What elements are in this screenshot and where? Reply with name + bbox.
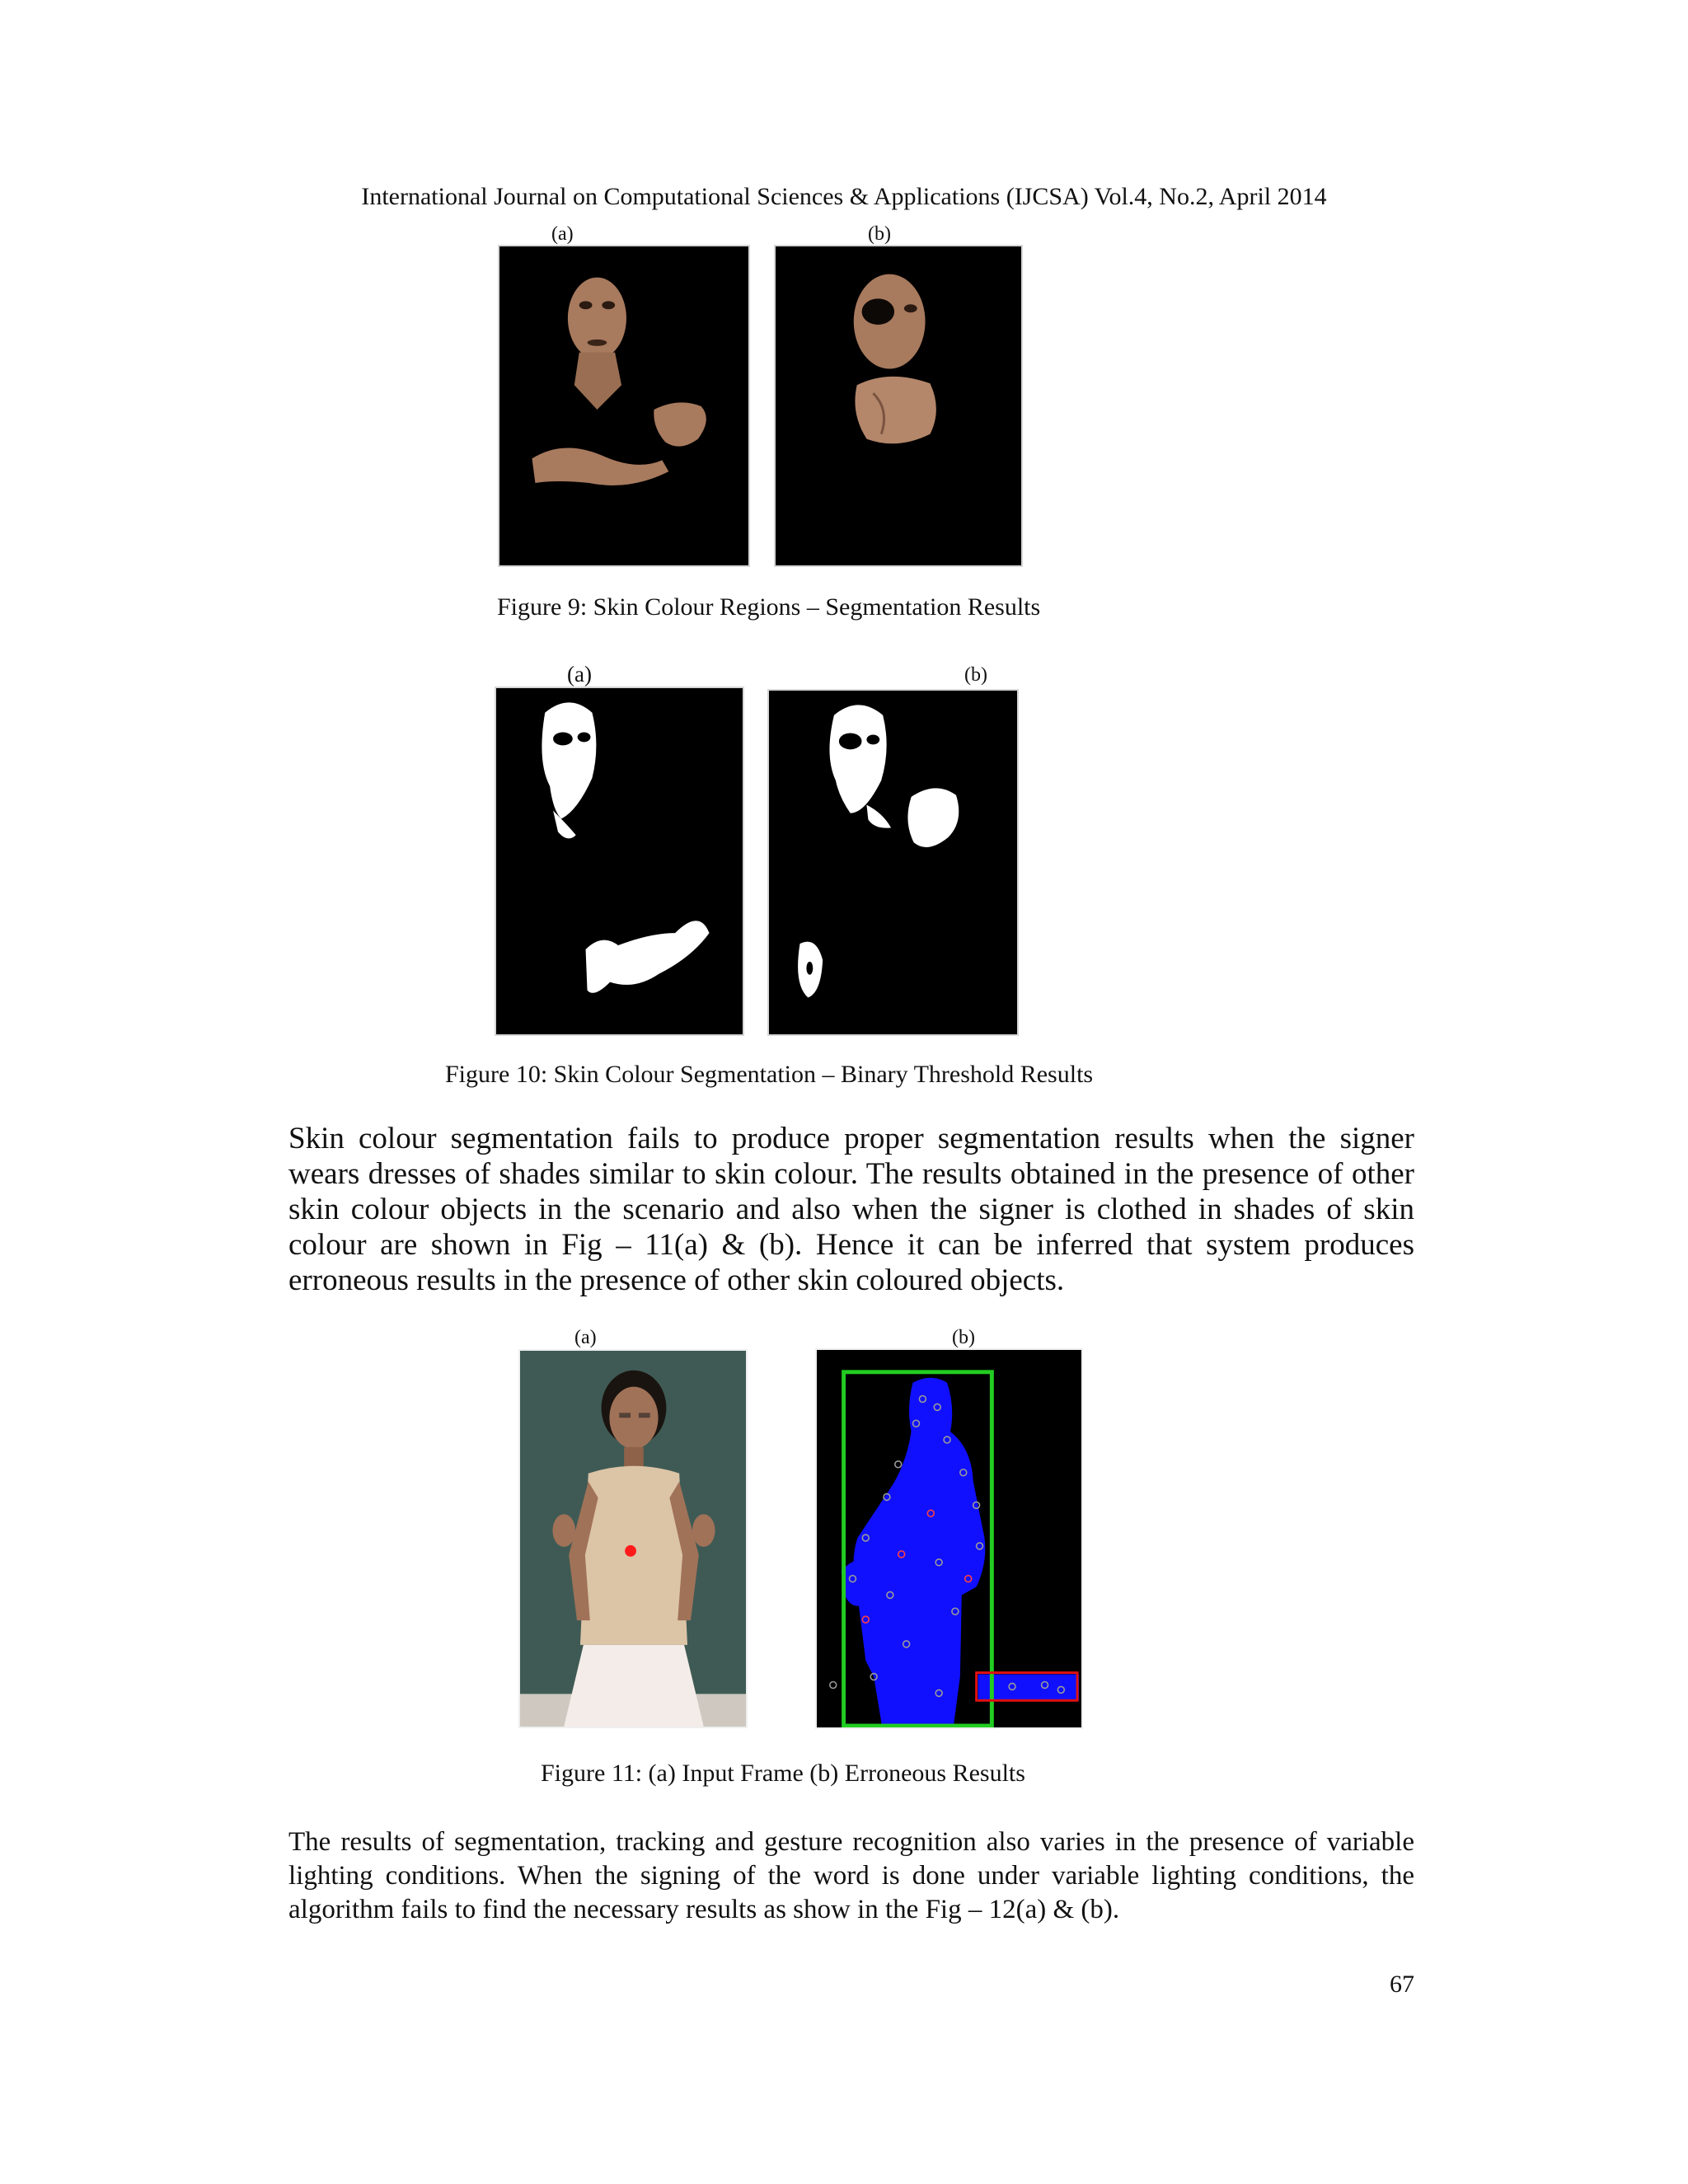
figure11-label-b: (b) [952, 1327, 975, 1348]
figure9-caption: Figure 9: Skin Colour Regions – Segmentation Results [497, 593, 1041, 621]
figure9-label-a: (a) [551, 223, 574, 245]
figure9b-skin-regions-image [774, 245, 1023, 567]
journal-header: International Journal on Computational Sciences & Applications (IJCSA) Vol.4, No.2, April 2014 [361, 183, 1327, 210]
figure10-label-a: (a) [567, 662, 592, 687]
figure11-label-a: (a) [574, 1327, 597, 1348]
figure11b-erroneous-results-image [815, 1348, 1083, 1729]
figure11a-input-frame-image [518, 1349, 748, 1728]
body-paragraph-1: Skin colour segmentation fails to produce proper segmentation results when the signer wears dresses of shades similar to skin colour. The results obtained in the presence of other skin colour objects in the scenario and also when the signer is clothed in shades of skin colour are shown in Fig – 11(a) & (b). Hence it can be inferred that system produces erroneous results in the presence of other skin coloured objects. [288, 1122, 1414, 1297]
body-paragraph-2: The results of segmentation, tracking and gesture recognition also varies in the presence of variable lighting conditions. When the signing of the word is done under variable lighting conditions, the algorithm fails to find the necessary results as show in the Fig – 12(a) & (b). [288, 1827, 1414, 1924]
page-number: 67 [1390, 1971, 1414, 1998]
figure9a-skin-regions-image [498, 245, 750, 567]
figure9-label-b: (b) [868, 223, 891, 245]
figure10b-binary-threshold-image [767, 689, 1019, 1036]
figure10a-binary-threshold-image [495, 687, 744, 1036]
figure10-label-b: (b) [964, 664, 987, 686]
figure11-caption: Figure 11: (a) Input Frame (b) Erroneous Results [541, 1760, 1025, 1787]
figure10-caption: Figure 10: Skin Colour Segmentation – Binary Threshold Results [445, 1061, 1094, 1088]
